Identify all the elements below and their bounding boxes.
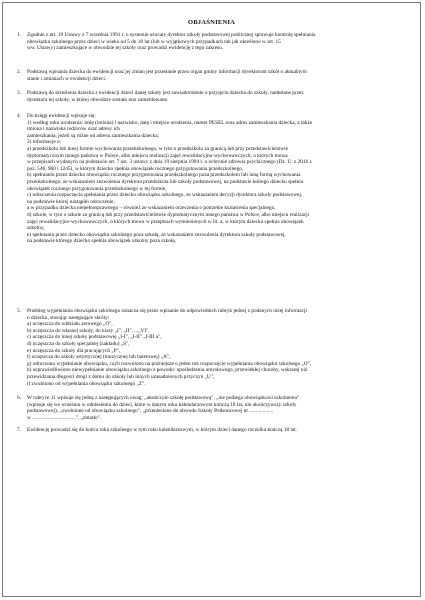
text-line: Ewidencję prowadzi się do końca roku szkolnego w tym roku kalendarzowym, w którym dzieci danego rocznika kończą 18 lat. [27, 427, 298, 433]
text-line: i) zwolniono od wypełniania obowiązku szkolnego „Z". [27, 380, 146, 387]
text-line: Przebieg wypełniania obowiązku szkolnego oznacza się przez wpisanie do odpowiednich rubryk jednej z podanych niżej informacji [27, 308, 307, 314]
point-number: 7. [17, 427, 21, 433]
text-line: zajęć rewalidacyjno-wychowawczych, o których mowa w przepisach wymienionych w lit. a, w którym dziecko spełnia obowiązek [27, 218, 304, 225]
text-line: 2) informacje o: [27, 139, 62, 146]
text-line: w przepisach wydanych na podstawie art. 7 ust. 3 ustawy z dnia 19 sierpnia 1994 r. o ochronie zdrowia psychicznego (Dz. U. z 2016 r. [27, 159, 313, 166]
point-number: 3. [17, 90, 21, 96]
text-line: d) uczęszcza do szkoły specjalnej (zakładu) „S", [27, 340, 130, 347]
point-text [27, 427, 413, 434]
point-1 [17, 32, 413, 52]
text-line: f) uczęszcza do szkoły artystycznej (muzycznej lub baletowej) „A", [27, 354, 171, 361]
explanations-document [3, 3, 420, 596]
text-line: W rubryce 11 wpisuje się jedną z następujących uwag: „ukończyło szkołę podstawową", „nie podlega obowiązkowi szkolnemu" [27, 395, 300, 401]
point-5 [17, 308, 413, 387]
point-4 [17, 113, 413, 245]
text-line: g) odroczono wypełnianie obowiązku, czyli rozwolono na późniejsze o jeden rok rozpoczęcie wypełniania obowiązku szkolnego „O", [27, 360, 312, 367]
point-number: 4. [17, 113, 21, 119]
text-line: podstawowej), „zwolnione od obowiązku szkolnego", „przeniesione do obwodu Szkoły Podstawowej nr .................. [27, 408, 274, 415]
text-line: poz. 546, 960 i 1245), w którym dziecko spełnia obowiązek rocznego przygotowania przedszkolnego, [27, 165, 244, 172]
text-line: dyplomatycznym innego państwa w Polsce, albo miejscu realizacji zajęć rewalidacyjno-wychowawczych, o których mowa [27, 152, 288, 159]
text-line: a) uczęszcza do oddziału zerowego „O", [27, 321, 113, 328]
text-line: a) przedszkolu lub innej formie wychowania przedszkolnego, w tym o przedszkolu za granicą lub przy przedstawicielstwie [27, 145, 288, 152]
text-line: imiona i nazwiska rodziców oraz adresy ich [27, 126, 120, 133]
text-line: przedszkolnego, ze wskazaniem zezwolenia dyrektora przedszkola lub szkoły podstawowej, na podstawie którego dziecko spełnia [27, 178, 304, 185]
text-line: h) usprawiedliwiono niewypełnianie obowiązku szkolnego z powodu: upośledzenia umysłowego, przewlekłej choroby, wskrzesj niż [27, 367, 308, 374]
point-text [27, 395, 413, 421]
point-6 [17, 395, 413, 421]
point-3 [17, 90, 413, 103]
text-line: przewidziana długości drogi z domu do szkoły lub innych uzasadnionych przyczyn „U", [27, 373, 215, 380]
document-page [2, 2, 421, 597]
text-line: c) uczęszcza do innej szkoły podstawowej „I-I", „I-II" „I-III a", [27, 334, 162, 341]
text-line: Podstawą do skreślenia dziecka z ewidencji dzieci danej szkoły jest zawiadomienie o przyjęciu dziecka do szkoły, nadesłane przez [27, 90, 304, 96]
text-line: ww. Ustawy) zamieszkujące w obwodzie tej szkoły oraz prowadzi ewidencję z tego zakresu. [27, 45, 224, 52]
point-text [27, 90, 413, 103]
text-line: na podstawie którego dziecko spełnia obowiązek szkolny poza szkołą. [27, 238, 177, 245]
point-2 [17, 69, 413, 82]
point-text [27, 32, 413, 52]
point-text [27, 113, 413, 245]
point-number: 6. [17, 395, 21, 401]
text-line: o dziecku, stosując następujące skróty: [27, 314, 110, 321]
text-line: 1) według roku urodzenia: imię (imiona) i nazwisko, datę i miejsce urodzenia, numer PESEL oraz adres zamieszkania dziecka, a także [27, 119, 313, 126]
point-7 [17, 427, 413, 434]
text-line: b) uczęszcza do własnej szkoły, do klasy „I", „II", ...„VI", [27, 327, 150, 334]
point-number: 5. [17, 308, 21, 314]
text-line: Podstawą wpisania dziecka do ewidencji oraz jej zmian jest przesłanie przez organ gminy informacji dyrektorom szkół o aktualnym [27, 69, 307, 75]
text-line: na podstawie której nastąpiło odroczenie, [27, 198, 115, 205]
text-line: Do księgi ewidencji wpisuje się: [27, 113, 96, 119]
point-text [27, 308, 413, 387]
text-line: w .................................", „zmarło". [27, 414, 102, 421]
text-line: Zgodnie z art. 19 Ustawy z 7 września 1991 r. o systemie oświaty dyrektor szkoły podstawowej publicznej sprawuje kontrolę spełniania [27, 32, 316, 38]
text-line: d) szkole, w tym o szkole za granicą lub przy przedstawicielstwie dyplomatycznym innego państwa w Polsce, albo miejscu realizacji [27, 211, 310, 218]
text-line: stanie i zmianach w ewidencji dzieci. [27, 75, 107, 82]
text-line: e) uczęszcza do szkoły dla pracujących „P", [27, 347, 121, 354]
text-line: obowiązku szkolnego przez dzieci w wieku od 5 do 18 lat (lub w wyjątkowych przypadkach tak jak określono w art. 15 [27, 38, 281, 45]
text-line: c) odroczeniu rozpoczęcia spełniania przez dziecko obowiązku szkolnego, ze wskazaniem decyzji dyrektora szkoły podstawowej, [27, 192, 303, 199]
text-line: b) spełnianiu przez dziecko obowiązku rocznego przygotowania przedszkolnego poza przedszkolem lub inną formą wychowania [27, 172, 301, 179]
text-line: obowiązek rocznego przygotowania przedszkolnego w tej formie, [27, 185, 167, 192]
text-line: e) spełnianiu przez dziecko obowiązku szkolnego poza szkołą, ze wskazaniem zezwolenia dyrektora szkoły podstawowej, [27, 231, 286, 238]
point-text [27, 69, 413, 82]
text-line: szkolny, [27, 225, 45, 232]
document-title: OBJAŚNIENIA [187, 19, 236, 26]
text-line: a w przypadku dziecka niepełnosprawnego – również ze wskazaniem orzeczenia o potrzebie kształcenia specjalnego, [27, 205, 276, 212]
point-number: 2. [17, 69, 21, 75]
text-line: zamieszkania, jeżeli są różne od adresu zamieszkania dziecka; [27, 132, 160, 139]
text-line: (wpisuje się we wrześniu w odniesieniu do dzieci, które w danym roku kalendarzowym kończą 18 lat, nie ukończywszy szkoły [27, 401, 297, 408]
text-line: dyrektora tej szkoły, w której obwodzie zostało ono zameldowane. [27, 96, 169, 103]
point-number: 1. [17, 32, 21, 38]
